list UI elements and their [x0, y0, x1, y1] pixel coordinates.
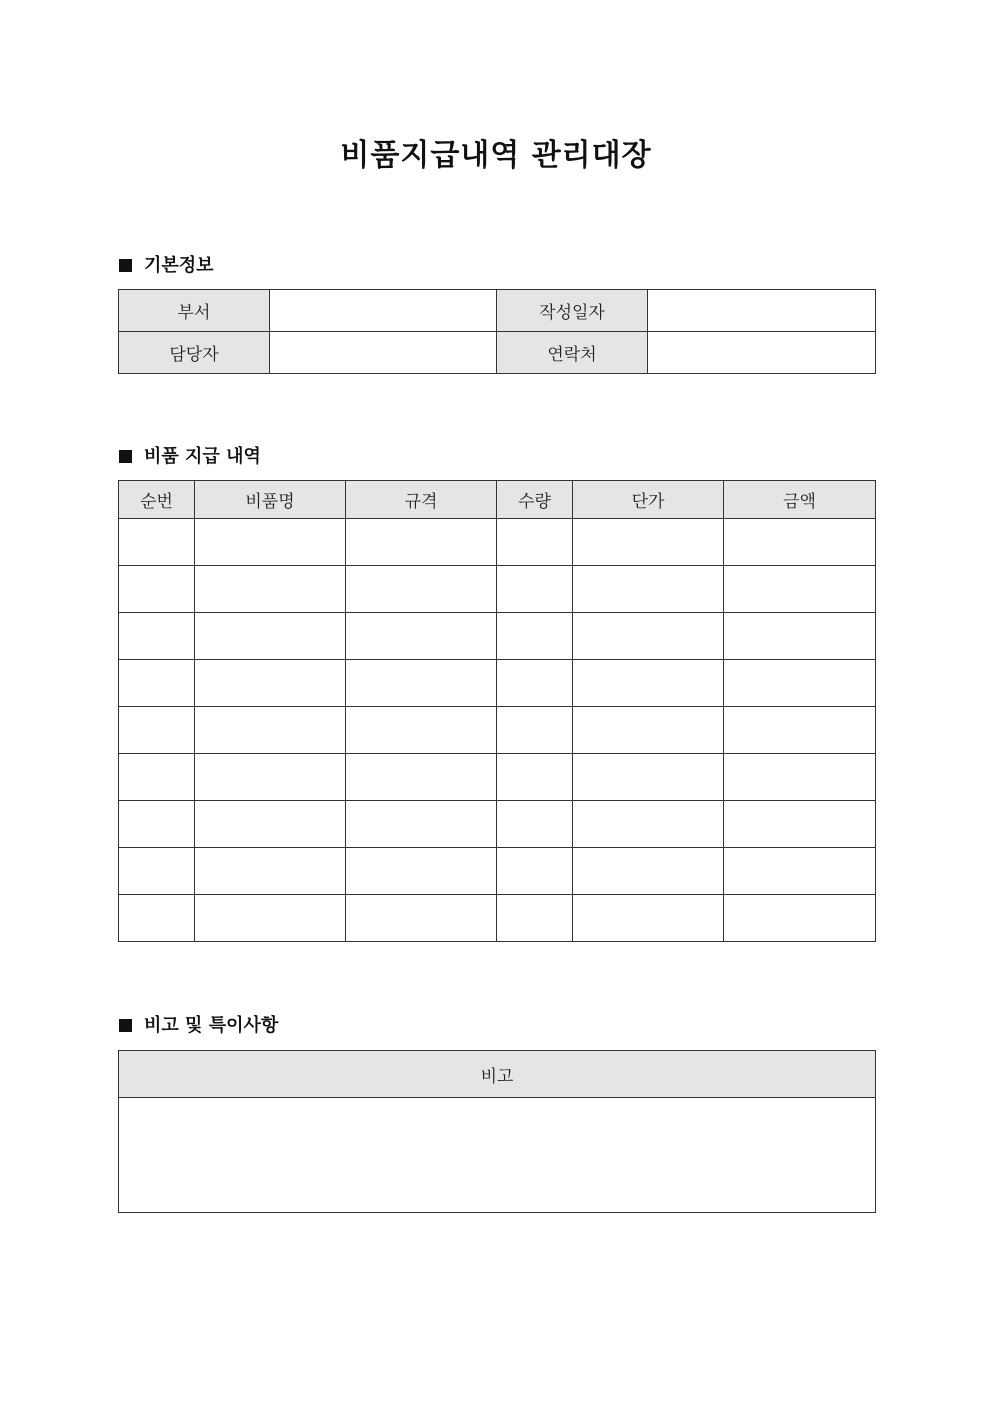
- basic-info-heading-text: 기본정보: [144, 255, 214, 276]
- spec-cell[interactable]: [346, 707, 497, 754]
- table-row: [119, 519, 876, 566]
- basic-info-table: [118, 289, 876, 374]
- quantity-cell[interactable]: [497, 848, 573, 895]
- unit-price-cell[interactable]: [573, 848, 724, 895]
- item-name-cell[interactable]: [195, 707, 346, 754]
- amount-cell[interactable]: [724, 895, 876, 942]
- table-row: [119, 707, 876, 754]
- quantity-cell[interactable]: [497, 707, 573, 754]
- amount-cell[interactable]: [724, 707, 876, 754]
- spec-cell[interactable]: [346, 566, 497, 613]
- column-header-quantity: 수량: [497, 481, 573, 519]
- unit-price-cell[interactable]: [573, 660, 724, 707]
- basic-info-row: [119, 290, 876, 332]
- square-bullet-icon: [119, 450, 132, 463]
- square-bullet-icon: [119, 1019, 132, 1032]
- amount-cell[interactable]: [724, 660, 876, 707]
- department-label: 부서: [119, 290, 270, 332]
- spec-cell[interactable]: [346, 801, 497, 848]
- no-cell[interactable]: [119, 848, 195, 895]
- manager-label: 담당자: [119, 332, 270, 374]
- unit-price-cell[interactable]: [573, 754, 724, 801]
- spec-cell[interactable]: [346, 613, 497, 660]
- remarks-body-row: [119, 1098, 876, 1213]
- item-name-cell[interactable]: [195, 566, 346, 613]
- no-cell[interactable]: [119, 660, 195, 707]
- amount-cell[interactable]: [724, 613, 876, 660]
- remarks-table: [118, 1050, 876, 1213]
- items-heading-text: 비품 지급 내역: [144, 446, 261, 467]
- items-header-row: [119, 481, 876, 519]
- table-row: [119, 660, 876, 707]
- no-cell[interactable]: [119, 519, 195, 566]
- remarks-header-row: [119, 1051, 876, 1098]
- manager-field[interactable]: [270, 332, 497, 374]
- column-header-spec: 규격: [346, 481, 497, 519]
- item-name-cell[interactable]: [195, 848, 346, 895]
- contact-field[interactable]: [648, 332, 876, 374]
- quantity-cell[interactable]: [497, 519, 573, 566]
- item-name-cell[interactable]: [195, 613, 346, 660]
- basic-info-heading: [119, 254, 214, 278]
- amount-cell[interactable]: [724, 519, 876, 566]
- quantity-cell[interactable]: [497, 801, 573, 848]
- item-name-cell[interactable]: [195, 895, 346, 942]
- spec-cell[interactable]: [346, 519, 497, 566]
- unit-price-cell[interactable]: [573, 707, 724, 754]
- no-cell[interactable]: [119, 566, 195, 613]
- amount-cell[interactable]: [724, 848, 876, 895]
- no-cell[interactable]: [119, 613, 195, 660]
- remarks-heading-text: 비고 및 특이사항: [144, 1015, 279, 1036]
- unit-price-cell[interactable]: [573, 566, 724, 613]
- amount-cell[interactable]: [724, 566, 876, 613]
- square-bullet-icon: [119, 259, 132, 272]
- contact-label: 연락처: [497, 332, 648, 374]
- table-row: [119, 801, 876, 848]
- spec-cell[interactable]: [346, 754, 497, 801]
- spec-cell[interactable]: [346, 660, 497, 707]
- item-name-cell[interactable]: [195, 801, 346, 848]
- quantity-cell[interactable]: [497, 754, 573, 801]
- item-name-cell[interactable]: [195, 519, 346, 566]
- items-heading: [119, 445, 261, 469]
- items-table: [118, 480, 876, 942]
- quantity-cell[interactable]: [497, 660, 573, 707]
- spec-cell[interactable]: [346, 895, 497, 942]
- column-header-unit-price: 단가: [573, 481, 724, 519]
- unit-price-cell[interactable]: [573, 801, 724, 848]
- no-cell[interactable]: [119, 754, 195, 801]
- remarks-heading: [119, 1014, 278, 1038]
- quantity-cell[interactable]: [497, 895, 573, 942]
- table-row: [119, 566, 876, 613]
- no-cell[interactable]: [119, 895, 195, 942]
- amount-cell[interactable]: [724, 801, 876, 848]
- column-header-item-name: 비품명: [195, 481, 346, 519]
- column-header-amount: 금액: [724, 481, 876, 519]
- department-field[interactable]: [270, 290, 497, 332]
- item-name-cell[interactable]: [195, 660, 346, 707]
- quantity-cell[interactable]: [497, 566, 573, 613]
- table-row: [119, 754, 876, 801]
- document-title: 비품지급내역 관리대장: [340, 138, 652, 173]
- no-cell[interactable]: [119, 801, 195, 848]
- spec-cell[interactable]: [346, 848, 497, 895]
- unit-price-cell[interactable]: [573, 895, 724, 942]
- column-header-no: 순번: [119, 481, 195, 519]
- date-field[interactable]: [648, 290, 876, 332]
- remarks-content-field[interactable]: [119, 1098, 876, 1213]
- table-row: [119, 895, 876, 942]
- remarks-column-header: 비고: [119, 1051, 876, 1098]
- no-cell[interactable]: [119, 707, 195, 754]
- table-row: [119, 613, 876, 660]
- unit-price-cell[interactable]: [573, 519, 724, 566]
- item-name-cell[interactable]: [195, 754, 346, 801]
- amount-cell[interactable]: [724, 754, 876, 801]
- date-label: 작성일자: [497, 290, 648, 332]
- basic-info-row: [119, 332, 876, 374]
- table-row: [119, 848, 876, 895]
- unit-price-cell[interactable]: [573, 613, 724, 660]
- quantity-cell[interactable]: [497, 613, 573, 660]
